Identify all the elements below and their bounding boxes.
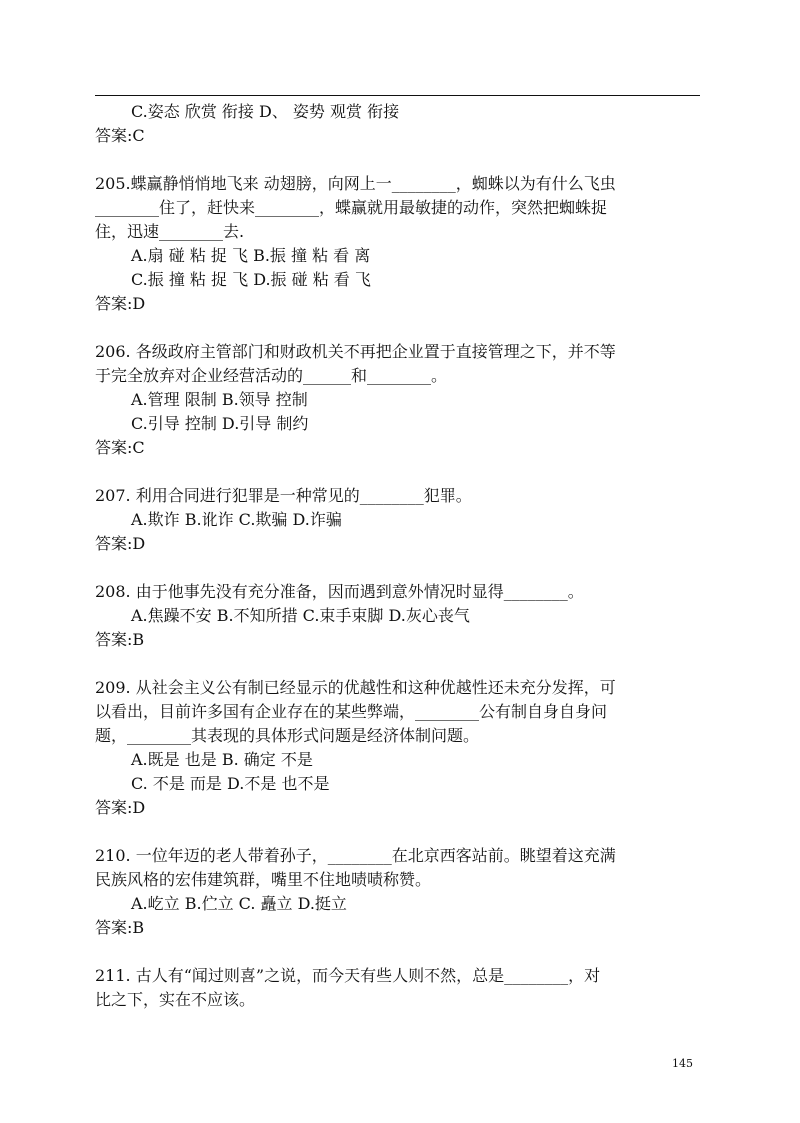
header-rule (95, 95, 700, 96)
option-line: C. 不是 而是 D.不是 也不是 (131, 774, 330, 793)
option-line: A.欺诈 B.讹诈 C.欺骗 D.诈骗 (131, 510, 342, 529)
option-line: A.管理 限制 B.领导 控制 (131, 390, 308, 409)
question-text: 以看出，目前许多国有企业存在的某些弊端，________公有制自身自身问 (95, 702, 608, 721)
answer-line: 答案:D (95, 294, 146, 313)
answer-line: 答案:D (95, 534, 146, 553)
question-207 (95, 484, 705, 556)
question-text: 205.蝶赢静悄悄地飞来 动翅膀，向网上一________，蜘蛛以为有什么飞虫 (95, 174, 616, 193)
question-209 (95, 676, 705, 820)
option-line: A.焦躁不安 B.不知所措 C.束手束脚 D.灰心丧气 (131, 606, 470, 625)
option-line: A.扇 碰 粘 捉 飞 B.振 撞 粘 看 离 (131, 246, 371, 265)
answer-line: 答案:C (95, 126, 145, 145)
question-210 (95, 844, 705, 940)
question-206 (95, 340, 705, 460)
page-number: 145 (672, 1057, 693, 1070)
question-text: 住，迅速________去. (95, 222, 245, 241)
option-line: C.振 撞 粘 捉 飞 D.振 碰 粘 看 飞 (131, 270, 371, 289)
question-208 (95, 580, 705, 652)
question-text: 比之下，实在不应该。 (95, 990, 256, 1009)
question-205 (95, 172, 705, 316)
answer-line: 答案:C (95, 438, 145, 457)
answer-line: 答案:B (95, 918, 145, 937)
answer-line: 答案:B (95, 630, 145, 649)
option-line: A.屹立 B.伫立 C. 矗立 D.挺立 (131, 894, 347, 913)
option-line: C.引导 控制 D.引导 制约 (131, 414, 309, 433)
question-text: 207. 利用合同进行犯罪是一种常见的________犯罪。 (95, 486, 472, 505)
answer-line: 答案:D (95, 798, 146, 817)
question-text: 206. 各级政府主管部门和财政机关不再把企业置于直接管理之下，并不等 (95, 342, 616, 361)
question-text: 题，________其表现的具体形式问题是经济体制问题。 (95, 726, 480, 745)
question-text: 208. 由于他事先没有充分准备，因而遇到意外情况时显得________。 (95, 582, 584, 601)
question-text: 于完全放弃对企业经营活动的______和________。 (95, 366, 448, 385)
exam-page (95, 100, 705, 1012)
question-text: 民族风格的宏伟建筑群，嘴里不住地啧啧称赞。 (95, 870, 432, 889)
question-text: 210. 一位年迈的老人带着孙子，________在北京西客站前。眺望着这充满 (95, 846, 616, 865)
question-text: ________住了，赶快来________，蝶赢就用最敏捷的动作，突然把蜘蛛捉 (95, 198, 608, 217)
option-line: C.姿态 欣赏 衔接 D、 姿势 观赏 衔接 (131, 102, 400, 121)
question-text: 211. 古人有“闻过则喜”之说，而今天有些人则不然，总是________，对 (95, 966, 601, 985)
question-211 (95, 964, 705, 1012)
option-line: A.既是 也是 B. 确定 不是 (131, 750, 313, 769)
question-text: 209. 从社会主义公有制已经显示的优越性和这种优越性还未充分发挥，可 (95, 678, 616, 697)
